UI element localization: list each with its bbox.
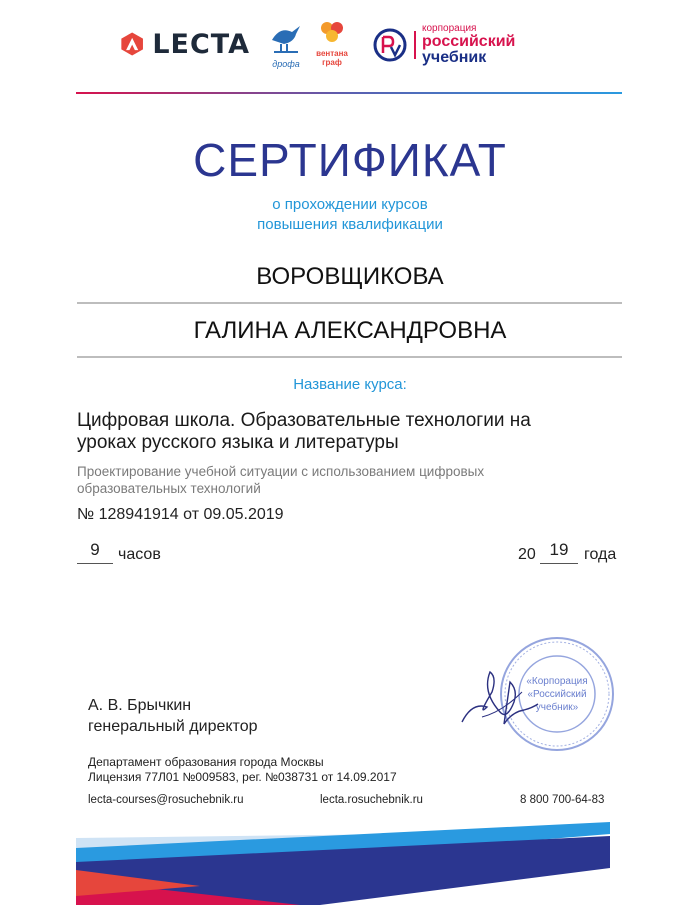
certificate-title: СЕРТИФИКАТ — [193, 134, 507, 186]
hours-value: 9 — [77, 540, 113, 564]
license-block — [88, 755, 397, 785]
course-name-line2: уроках русского языка и литературы — [77, 432, 399, 453]
lecta-wordmark: LECTA — [152, 28, 250, 60]
course-topic — [77, 463, 622, 497]
stamp-line2: «Российский — [527, 689, 587, 700]
signatory-name: А. В. Брычкин — [88, 697, 192, 714]
course-label: Название курса: — [293, 376, 407, 393]
rosuchebnik-wordmark — [422, 24, 515, 66]
rosuchebnik-logo — [372, 20, 572, 70]
surname-rule — [77, 302, 622, 304]
director-signature — [452, 662, 542, 742]
contact-phone: 8 800 700-64-83 — [520, 794, 605, 806]
course-topic-line1: Проектирование учебной ситуации с использованием цифровых — [77, 464, 485, 479]
course-name-line1: Цифровая школа. Образовательные технологии на — [77, 410, 531, 431]
lecta-logo-icon — [120, 26, 144, 62]
subtitle-line1: о прохождении курсов — [272, 196, 428, 213]
course-topic-line2: образовательных технологий — [77, 481, 261, 496]
lecta-logo — [120, 22, 250, 66]
stamp-line1: «Корпорация — [526, 676, 588, 687]
recipient-given-names: ГАЛИНА АЛЕКСАНДРОВНА — [193, 317, 507, 344]
recipient-surname: ВОРОВЩИКОВА — [256, 263, 444, 290]
ventana-graf-logo — [312, 20, 352, 70]
license-authority: Департамент образования города Москвы — [88, 755, 324, 769]
ventana-wordmark-line2: граф — [322, 58, 342, 67]
year-prefix: 20 — [518, 546, 536, 563]
contact-website[interactable]: lecta.rosuchebnik.ru — [320, 794, 423, 806]
names-rule — [77, 356, 622, 358]
bustard-bird-icon — [266, 20, 306, 54]
drofa-logo — [262, 20, 310, 70]
hours-unit: часов — [118, 546, 161, 563]
subtitle-line2: повышения квалификации — [257, 216, 443, 233]
rosuchebnik-line1: российский — [422, 33, 516, 50]
header — [0, 0, 700, 95]
drofa-wordmark: дрофа — [272, 59, 300, 69]
header-divider — [76, 92, 622, 94]
year-value: 19 — [540, 540, 578, 564]
certificate-subtitle — [0, 195, 700, 235]
year-unit: года — [584, 546, 617, 563]
contact-email[interactable]: lecta-courses@rosuchebnik.ru — [88, 794, 244, 806]
ventana-flower-icon — [319, 20, 345, 44]
rosuchebnik-small-text: корпорация — [422, 23, 477, 34]
rosuchebnik-divider — [414, 31, 416, 59]
rosuchebnik-emblem-icon — [372, 27, 408, 63]
signatory-position: генеральный директор — [88, 718, 258, 735]
course-name — [77, 410, 622, 454]
ventana-wordmark-line1: вентана — [316, 49, 348, 58]
certificate-number: № 128941914 от 09.05.2019 — [77, 506, 284, 523]
license-number: Лицензия 77Л01 №009583, рег. №038731 от 14.09.2017 — [88, 770, 397, 784]
rosuchebnik-line2: учебник — [422, 49, 487, 66]
signatory-block — [88, 695, 258, 737]
footer-decoration — [0, 818, 700, 905]
stamp-line3: учебник» — [535, 702, 579, 713]
